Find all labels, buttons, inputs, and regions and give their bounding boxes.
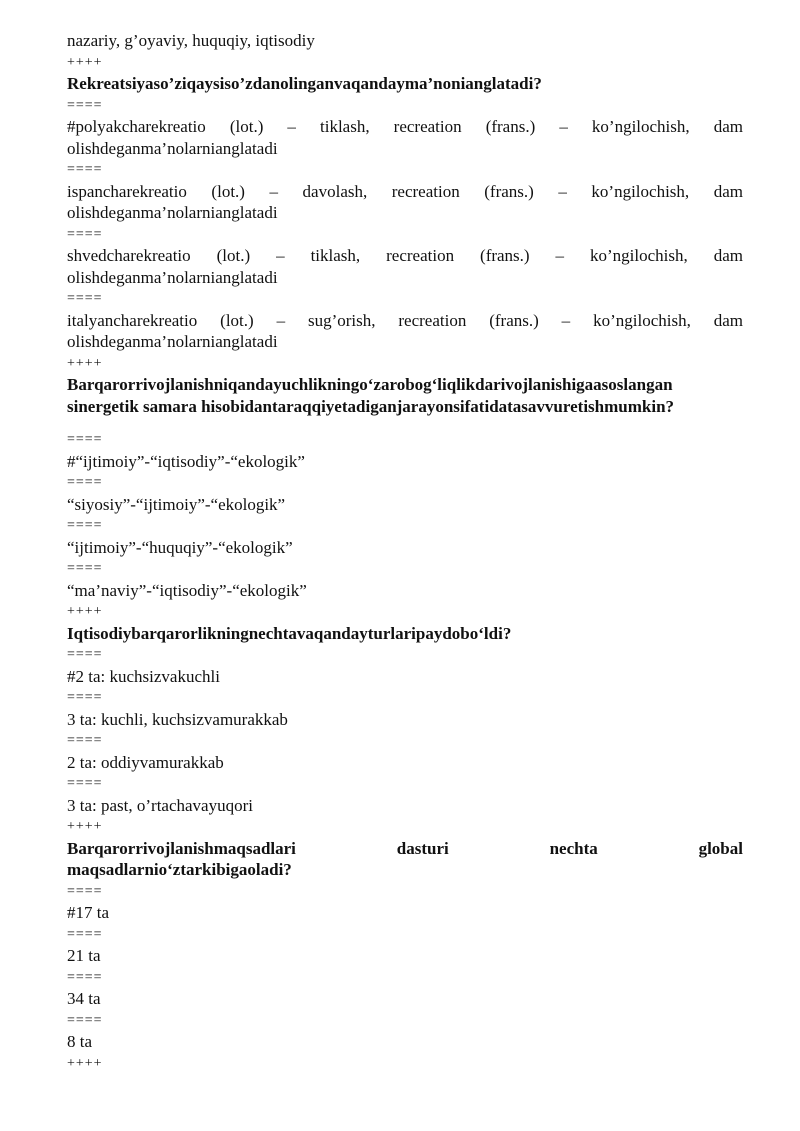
q3-option-3: 2 ta: oddiyvamurakkab: [67, 752, 224, 772]
q1-option-4-line1: italyancharekreatio (lot.) – sug’orish, recreation (frans.) – ko’ngilochish, dam: [67, 310, 743, 330]
q1-option-2-line2: olishdeganma’nolarnianglatadi: [67, 203, 278, 222]
question-4-text-line2: maqsadlarnio‘ztarkibigaoladi?: [67, 860, 292, 879]
option-separator: ====: [67, 518, 103, 533]
q4-option-1: #17 ta: [67, 903, 110, 922]
q3-option-1: #2 ta: kuchsizvakuchli: [67, 666, 220, 686]
q2-option-4: “ma’naviy”-“iqtisodiy”-“ekologik”: [67, 580, 307, 600]
q3-option-4: 3 ta: past, o’rtachavayuqori: [67, 795, 253, 815]
question-separator: ++++: [67, 1055, 103, 1071]
q1-option-1-line2: olishdeganma’nolarnianglatadi: [67, 138, 278, 158]
option-separator: ====: [67, 432, 103, 447]
question-separator: ++++: [67, 819, 103, 834]
question-separator: ++++: [67, 355, 103, 371]
q2-option-1: #“ijtimoiy”-“iqtisodiy”-“ekologik”: [67, 451, 305, 471]
question-separator: ++++: [67, 604, 103, 619]
question-3-text: Iqtisodiybarqarorlikningnechtavaqandayturlaripaydobo‘ldi?: [67, 623, 512, 643]
option-separator: ====: [67, 97, 103, 113]
q1-option-3-line2: olishdeganma’nolarnianglatadi: [67, 267, 278, 287]
q2-option-2: “siyosiy”-“ijtimoiy”-“ekologik”: [67, 494, 286, 514]
option-separator: ====: [67, 883, 103, 899]
option-separator: ====: [67, 162, 103, 177]
option-separator: ====: [67, 647, 103, 662]
question-2-text-line1: Barqarorrivojlanishniqandayuchlikningo‘zarobog‘liqlikdarivojlanishigaasoslangan: [67, 375, 673, 394]
q2-option-3: “ijtimoiy”-“huquqiy”-“ekologik”: [67, 537, 293, 557]
option-separator: ====: [67, 291, 103, 306]
spacer: [67, 417, 743, 429]
question-2-text-line2: sinergetik samara hisobidantaraqqiyetadiganjarayonsifatidatasavvuretishmumkin?: [67, 396, 675, 416]
lead-answer-line: nazariy, g’oyaviy, huquqiy, iqtisodiy: [67, 31, 315, 50]
question-separator: ++++: [67, 54, 103, 70]
q1-option-2-line1: ispancharekreatio (lot.) – davolash, recreation (frans.) – ko’ngilochish, dam: [67, 181, 743, 201]
q1-option-4-line2: olishdeganma’nolarnianglatadi: [67, 332, 278, 351]
q4-option-4: 8 ta: [67, 1032, 93, 1051]
q1-option-1-line1: #polyakcharekreatio (lot.) – tiklash, recreation (frans.) – ko’ngilochish, dam: [67, 117, 743, 136]
option-separator: ====: [67, 475, 103, 490]
option-separator: ====: [67, 226, 103, 242]
q3-option-2: 3 ta: kuchli, kuchsizvamurakkab: [67, 709, 288, 729]
question-1-text: Rekreatsiyaso’ziqaysiso’zdanolinganvaqandayma’nonianglatadi?: [67, 74, 542, 93]
question-4-text-line1: Barqarorrivojlanishmaqsadlari dasturi nechta global: [67, 838, 743, 858]
option-separator: ====: [67, 733, 103, 748]
option-separator: ====: [67, 776, 103, 791]
q1-option-3-line1: shvedcharekreatio (lot.) – tiklash, recreation (frans.) – ko’ngilochish, dam: [67, 246, 743, 265]
option-separator: ====: [67, 561, 103, 576]
option-separator: ====: [67, 969, 103, 985]
option-separator: ====: [67, 690, 103, 705]
option-separator: ====: [67, 926, 103, 942]
q4-option-3: 34 ta: [67, 989, 101, 1008]
option-separator: ====: [67, 1012, 103, 1028]
q4-option-2: 21 ta: [67, 946, 101, 965]
document-page: [67, 30, 743, 1074]
